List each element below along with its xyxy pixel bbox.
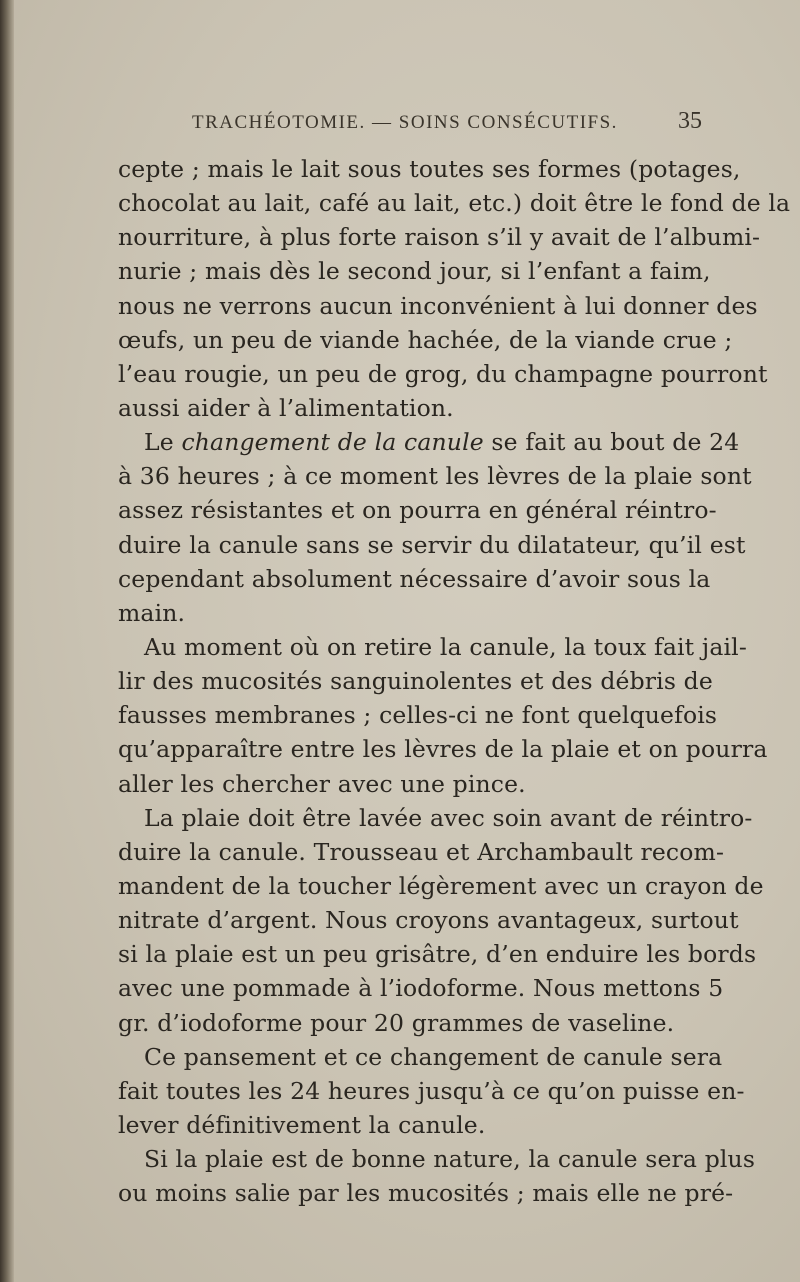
text-line: fausses membranes ; celles-ci ne font quelquefois <box>118 701 718 730</box>
text-line: à 36 heures ; à ce moment les lèvres de la plaie sont <box>118 462 752 491</box>
text-line: assez résistantes et on pourra en général réintro- <box>118 496 717 525</box>
text-fragment: se fait au bout de 24 <box>483 428 740 457</box>
text-line: duire la canule. Trousseau et Archambault recom- <box>118 837 725 866</box>
text-line: mandent de la toucher légèrement avec un crayon de <box>118 871 764 900</box>
text-line: Si la plaie est de bonne nature, la canule sera plus <box>144 1145 756 1174</box>
text-line: ou moins salie par les mucosités ; mais elle ne pré- <box>118 1179 734 1208</box>
text-line: aller les chercher avec une pince. <box>118 769 526 798</box>
text-line: l’eau rougie, un peu de grog, du champagne pourront <box>118 359 768 388</box>
text-line: avec une pommade à l’iodoforme. Nous mettons 5 <box>118 974 724 1003</box>
text-line: nourriture, à plus forte raison s’il y avait de l’albumi- <box>118 223 761 252</box>
body-text <box>118 152 791 1210</box>
text-line: chocolat au lait, café au lait, etc.) doit être le fond de la <box>118 189 791 218</box>
text-line: qu’apparaître entre les lèvres de la plaie et on pourra <box>118 735 768 764</box>
text-line: œufs, un peu de viande hachée, de la viande crue ; <box>118 325 733 354</box>
text-line: La plaie doit être lavée avec soin avant de réintro- <box>144 803 753 832</box>
italic-phrase: changement de la canule <box>181 428 484 457</box>
text-fragment: Le <box>144 428 182 457</box>
text-line: aussi aider à l’alimentation. <box>118 393 454 422</box>
text-line: main. <box>118 598 186 627</box>
text-line: nitrate d’argent. Nous croyons avantageux, surtout <box>118 906 739 935</box>
text-line: nous ne verrons aucun inconvénient à lui donner des <box>118 291 758 320</box>
page-number: 35 <box>678 108 702 134</box>
text-line <box>118 425 740 459</box>
text-line: fait toutes les 24 heures jusqu’à ce qu’on puisse en- <box>118 1076 745 1105</box>
text-line: si la plaie est un peu grisâtre, d’en enduire les bords <box>118 940 757 969</box>
text-line: Ce pansement et ce changement de canule sera <box>144 1042 723 1071</box>
book-binding-edge <box>0 0 14 1282</box>
text-line: nurie ; mais dès le second jour, si l’enfant a faim, <box>118 257 711 286</box>
running-head: TRACHÉOTOMIE. — SOINS CONSÉCUTIFS. <box>192 112 618 133</box>
text-line: cependant absolument nécessaire d’avoir sous la <box>118 564 711 593</box>
text-line: gr. d’iodoforme pour 20 grammes de vaseline. <box>118 1008 675 1037</box>
text-line: lir des mucosités sanguinolentes et des débris de <box>118 667 713 696</box>
text-line: lever définitivement la canule. <box>118 1110 486 1139</box>
text-line: duire la canule sans se servir du dilatateur, qu’il est <box>118 530 746 559</box>
text-line: Au moment où on retire la canule, la toux fait jail- <box>144 632 747 661</box>
page-header <box>192 108 702 138</box>
text-line: cepte ; mais le lait sous toutes ses formes (potages, <box>118 155 741 183</box>
